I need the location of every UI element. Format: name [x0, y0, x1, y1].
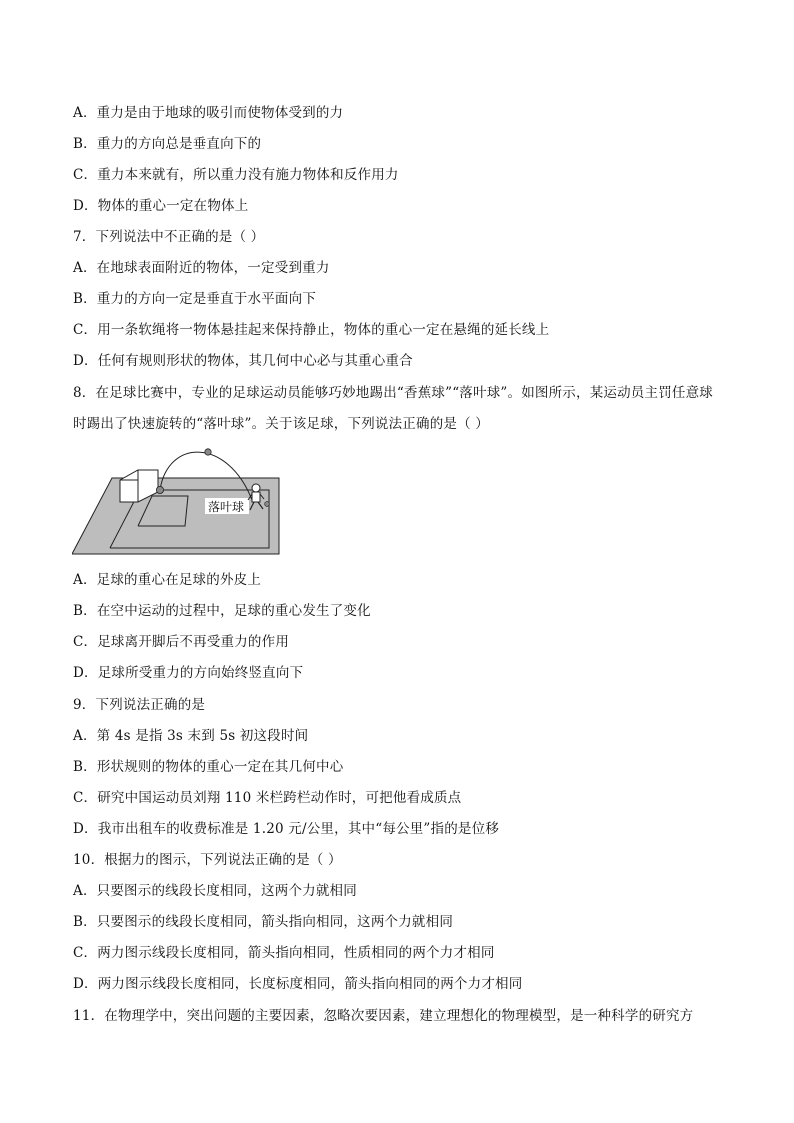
- q7-option-a: A．在地球表面附近的物体，一定受到重力: [73, 260, 330, 276]
- q8-option-d: D．足球所受重力的方向始终竖直向下: [73, 665, 304, 681]
- ball-near-goal: [156, 486, 163, 493]
- q7-option-b: B．重力的方向一定是垂直于水平面向下: [73, 291, 317, 307]
- q10-stem: 10．根据力的图示，下列说法正确的是（ ）: [73, 852, 342, 868]
- q6-option-c: C．重力本来就有，所以重力没有施力物体和反作用力: [73, 167, 399, 183]
- q9-option-a: A．第 4s 是指 3s 末到 5s 初这段时间: [73, 728, 309, 744]
- q7-option-d: D．任何有规则形状的物体，其几何中心必与其重心重合: [73, 353, 413, 369]
- q8-option-b: B．在空中运动的过程中，足球的重心发生了变化: [73, 603, 371, 619]
- q6-option-d: D．物体的重心一定在物体上: [73, 198, 249, 214]
- q10-option-d: D．两力图示线段长度相同，长度标度相同，箭头指向相同的两个力才相同: [73, 976, 523, 992]
- field-ground: [72, 478, 279, 554]
- ball-top: [205, 449, 211, 455]
- q7-stem: 7．下列说法中不正确的是（ ）: [73, 229, 265, 245]
- q10-option-a: A．只要图示的线段长度相同，这两个力就相同: [73, 883, 357, 899]
- q6-option-b: B．重力的方向总是垂直向下的: [73, 136, 262, 152]
- q8-stem-line1: 8．在足球比赛中，专业的足球运动员能够巧妙地踢出“香蕉球”“落叶球”。如图所示，某运动员主罚任意球: [73, 385, 713, 401]
- q9-option-b: B．形状规则的物体的重心一定在其几何中心: [73, 759, 344, 775]
- q9-stem: 9．下列说法正确的是: [73, 697, 206, 713]
- falling-leaf-ball-figure: [72, 444, 284, 558]
- q9-option-d: D．我市出租车的收费标准是 1.20 元/公里，其中“每公里”指的是位移: [73, 821, 500, 837]
- q9-option-c: C．研究中国运动员刘翔 110 米栏跨栏动作时，可把他看成质点: [73, 790, 462, 806]
- q10-option-c: C．两力图示线段长度相同，箭头指向相同，性质相同的两个力才相同: [73, 945, 495, 961]
- q7-option-c: C．用一条软绳将一物体悬挂起来保持静止，物体的重心一定在悬绳的延长线上: [73, 322, 550, 338]
- q8-stem-line2: 时踢出了快速旋转的“落叶球”。关于该足球，下列说法正确的是（ ）: [73, 416, 489, 432]
- q6-option-a: A．重力是由于地球的吸引而使物体受到的力: [73, 105, 344, 121]
- q8-option-c: C．足球离开脚后不再受重力的作用: [73, 634, 290, 650]
- figure-label: 落叶球: [208, 500, 245, 514]
- q10-option-b: B．只要图示的线段长度相同，箭头指向相同，这两个力就相同: [73, 914, 454, 930]
- q11-stem: 11．在物理学中，突出问题的主要因素，忽略次要因素，建立理想化的物理模型，是一种科学的研究方: [73, 1008, 694, 1024]
- q8-option-a: A．足球的重心在足球的外皮上: [73, 572, 262, 588]
